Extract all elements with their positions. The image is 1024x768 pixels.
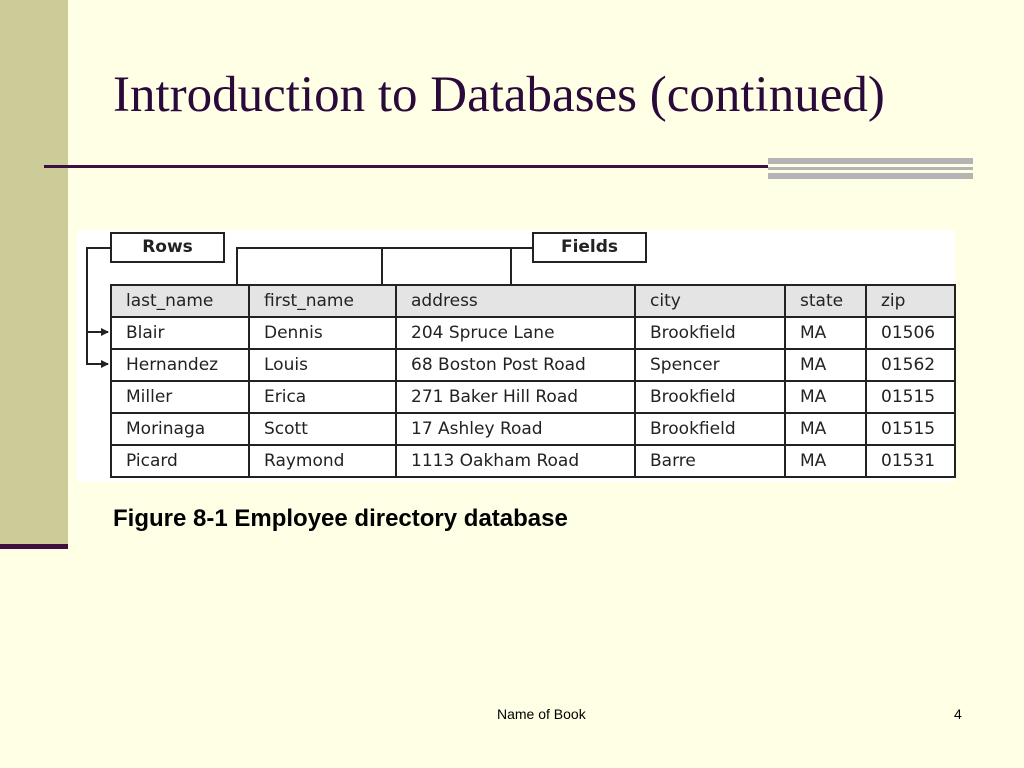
page-number: 4 [954, 706, 962, 722]
side-band [0, 0, 68, 545]
rows-arrow-1 [87, 248, 110, 332]
header-cell: last_name [111, 285, 249, 317]
table-cell: MA [785, 445, 866, 477]
fields-callout: Fields [532, 232, 647, 263]
table-cell: 01562 [866, 349, 955, 381]
table-cell: 68 Boston Post Road [396, 349, 635, 381]
table-cell: Morinaga [111, 413, 249, 445]
table-cell: MA [785, 381, 866, 413]
table-cell: 01506 [866, 317, 955, 349]
table-cell: MA [785, 413, 866, 445]
side-band-rule [0, 544, 68, 549]
table-cell: 271 Baker Hill Road [396, 381, 635, 413]
header-cell: zip [866, 285, 955, 317]
title-accent-bars [768, 158, 973, 179]
table-cell: Dennis [249, 317, 396, 349]
table-cell: Blair [111, 317, 249, 349]
table-cell: Brookfield [635, 413, 785, 445]
table-cell: Louis [249, 349, 396, 381]
table-row [111, 413, 955, 445]
header-cell: address [396, 285, 635, 317]
header-cell: state [785, 285, 866, 317]
table-cell: 01531 [866, 445, 955, 477]
employee-directory-figure [77, 230, 955, 482]
table-cell: MA [785, 317, 866, 349]
table-row [111, 381, 955, 413]
employee-table [110, 284, 956, 478]
table-row [111, 445, 955, 477]
table-cell: 204 Spruce Lane [396, 317, 635, 349]
rows-arrow-2 [87, 332, 108, 364]
table-cell: Raymond [249, 445, 396, 477]
header-cell: city [635, 285, 785, 317]
table-cell: Brookfield [635, 317, 785, 349]
table-cell: Hernandez [111, 349, 249, 381]
table-row [111, 317, 955, 349]
table-cell: Barre [635, 445, 785, 477]
table-cell: Brookfield [635, 381, 785, 413]
header-cell: first_name [249, 285, 396, 317]
rows-callout: Rows [110, 232, 225, 263]
table-header-row [111, 285, 955, 317]
table-row [111, 349, 955, 381]
table-cell: 01515 [866, 413, 955, 445]
table-cell: 17 Ashley Road [396, 413, 635, 445]
table-cell: Spencer [635, 349, 785, 381]
table-cell: 01515 [866, 381, 955, 413]
table-cell: Picard [111, 445, 249, 477]
footer-book-name: Name of Book [497, 706, 586, 722]
table-cell: Miller [111, 381, 249, 413]
table-cell: MA [785, 349, 866, 381]
table-cell: Erica [249, 381, 396, 413]
table-cell: Scott [249, 413, 396, 445]
slide-title: Introduction to Databases (continued) [113, 67, 885, 123]
figure-caption: Figure 8-1 Employee directory database [113, 505, 568, 532]
table-cell: 1113 Oakham Road [396, 445, 635, 477]
fields-connector [237, 248, 532, 258]
